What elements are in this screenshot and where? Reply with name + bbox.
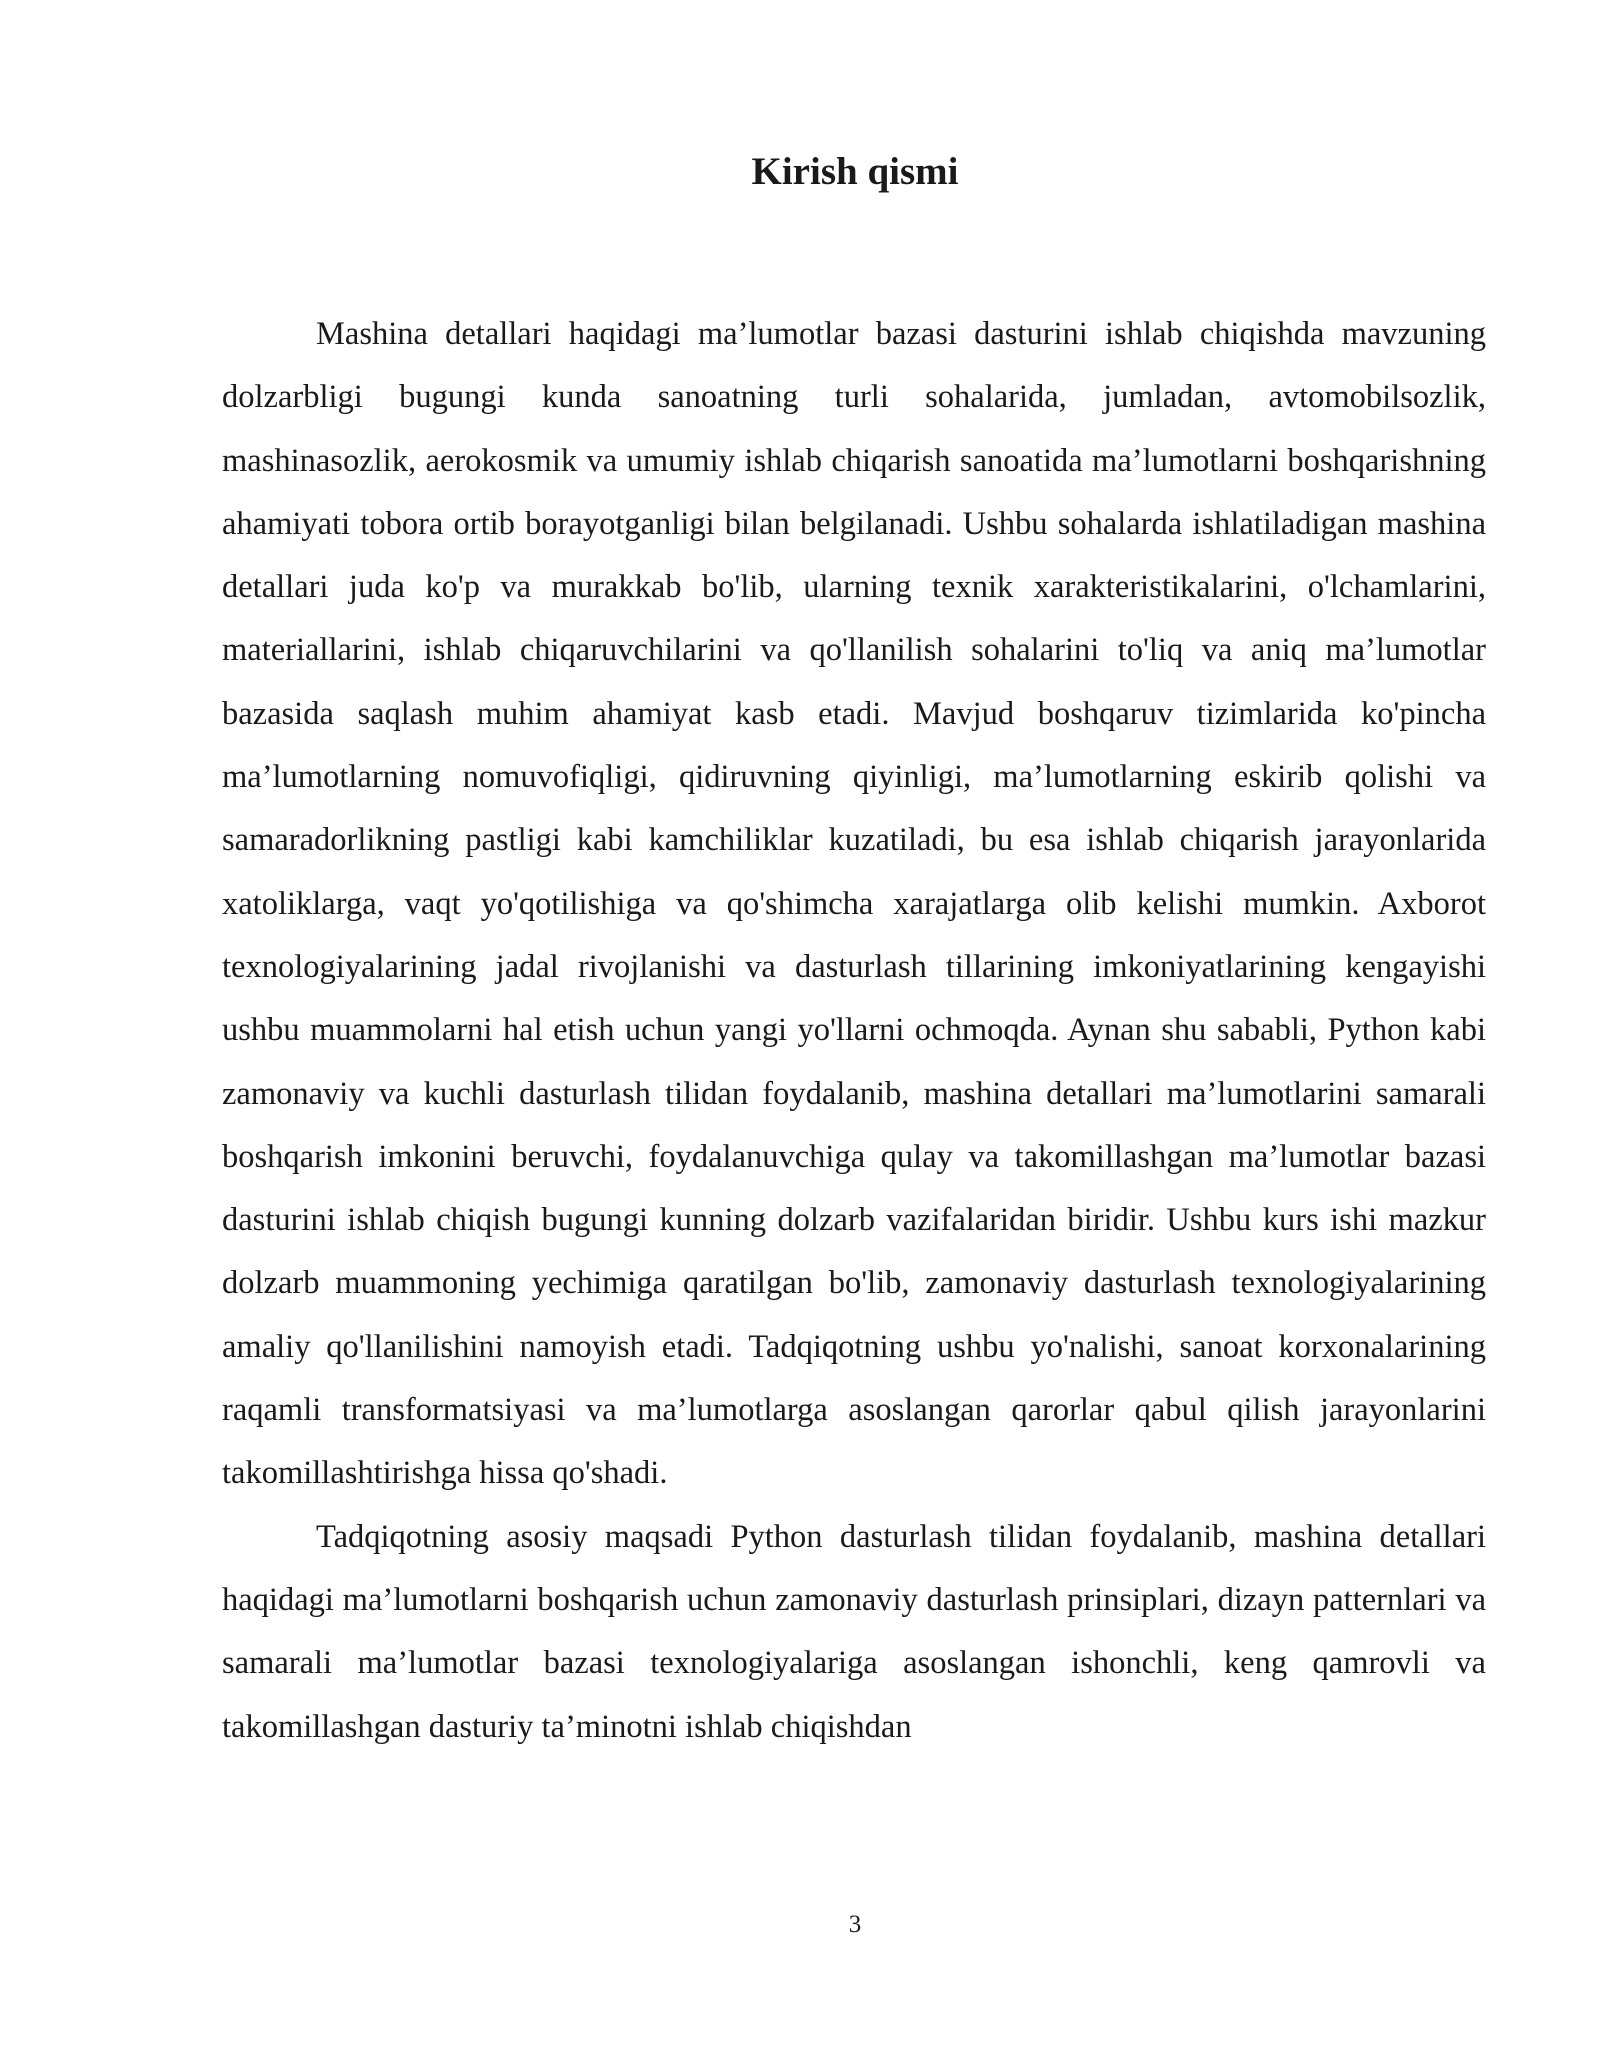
page-title: Kirish qismi	[751, 150, 959, 193]
paragraph-1: Mashina detallari haqidagi ma’lumotlar bazasi dasturini ishlab chiqishda mavzuning dolzarbligi bugungi kunda sanoatning turli sohalarida, jumladan, avtomobilsozlik, mashinasozlik, aerokosmik va umumiy ishlab chiqarish sanoatida ma’lumotlarni boshqarishning ahamiyati tobora ortib borayotganligi bilan belgilanadi. Ushbu sohalarda ishlatiladigan mashina detallari juda ko'p va murakkab bo'lib, ularning texnik xarakteristikalarini, o'lchamlarini, materiallarini, ishlab chiqaruvchilarini va qo'llanilish sohalarini to'liq va aniq ma’lumotlar bazasida saqlash muhim ahamiyat kasb etadi. Mavjud boshqaruv tizimlarida ko'pincha ma’lumotlarning nomuvofiqligi, qidiruvning qiyinligi, ma’lumotlarning eskirib qolishi va samaradorlikning pastligi kabi kamchiliklar kuzatiladi, bu esa ishlab chiqarish jarayonlarida xatoliklarga, vaqt yo'qotilishiga va qo'shimcha xarajatlarga olib kelishi mumkin. Axborot texnologiyalarining jadal rivojlanishi va dasturlash tillarining imkoniyatlarining kengayishi ushbu muammolarni hal etish uchun yangi yo'llarni ochmoqda. Aynan shu sababli, Python kabi zamonaviy va kuchli dasturlash tilidan foydalanib, mashina detallari ma’lumotlarini samarali boshqarish imkonini beruvchi, foydalanuvchiga qulay va takomillashgan ma’lumotlar bazasi dasturini ishlab chiqish bugungi kunning dolzarb vazifalaridan biridir. Ushbu kurs ishi mazkur dolzarb muammoning yechimiga qaratilgan bo'lib, zamonaviy dasturlash texnologiyalarining amaliy qo'llanilishini namoyish etadi. Tadqiqotning ushbu yo'nalishi, sanoat korxonalarining raqamli transformatsiyasi va ma’lumotlarga asoslangan qarorlar qabul qilish jarayonlarini takomillashtirishga hissa qo'shadi.	[222, 316, 1486, 1492]
paragraph-2: Tadqiqotning asosiy maqsadi Python dasturlash tilidan foydalanib, mashina detallari haqidagi ma’lumotlarni boshqarish uchun zamonaviy dasturlash prinsiplari, dizayn patternlari va samarali ma’lumotlar bazasi texnologiyalariga asoslangan ishonchli, keng qamrovli va takomillashgan dasturiy ta’minotni ishlab chiqishdan	[222, 1518, 1486, 1745]
page-number: 3	[848, 1911, 862, 1938]
body-text	[222, 303, 1486, 1759]
